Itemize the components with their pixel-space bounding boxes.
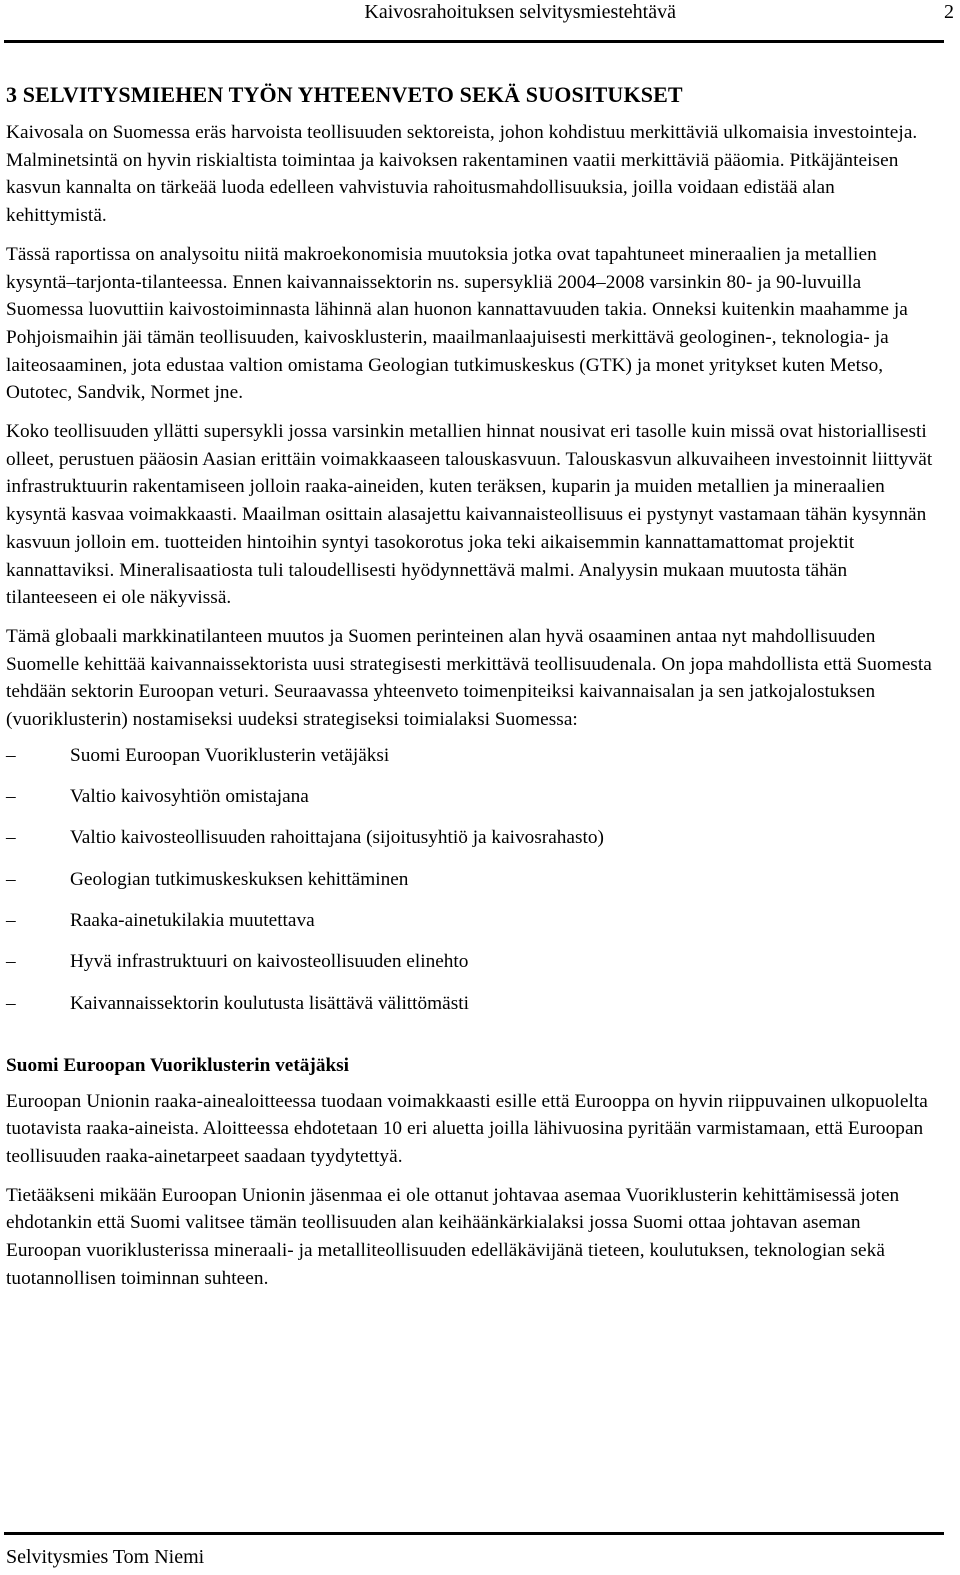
page-number: 2: [944, 1, 954, 23]
paragraph: Tämä globaali markkinatilanteen muutos ja Suomen perinteinen alan hyvä osaaminen antaa nyt mahdollisuuden Suomelle kehittää kaivannaissektorista uusi strategisesti merkittävä teollisuudenala. On jopa mahdollista että Suomesta tehdään sektorin Euroopan veturi. Seuraavassa yhteenveto toimenpiteiksi kaivannaisalan ja sen jatkojalostuksen (vuoriklusterin) nostamiseksi uudeksi strategiseksi toimialaksi Suomessa:: [6, 625, 932, 731]
list-item-text: Geologian tutkimuskeskuksen kehittäminen: [70, 868, 409, 890]
dash-bullet: –: [6, 909, 16, 931]
list-item-text: Valtio kaivosteollisuuden rahoittajana (sijoitusyhtiö ja kaivosrahasto): [70, 827, 604, 849]
footer-divider: [4, 1532, 944, 1535]
list-item: [6, 866, 940, 894]
footer-author: Selvitysmies Tom Niemi: [6, 1546, 205, 1568]
list-item-text: Raaka-ainetukilakia muutettava: [70, 909, 315, 931]
list-item-text: Hyvä infrastruktuuri on kaivosteollisuuden elinehto: [70, 951, 469, 973]
list-item: [6, 824, 940, 852]
list-item-text: Valtio kaivosyhtiön omistajana: [70, 786, 309, 808]
dash-bullet: –: [6, 992, 16, 1014]
paragraph: Kaivosala on Suomessa eräs harvoista teollisuuden sektoreista, johon kohdistuu merkittäviä ulkomaisia investointeja. Malminetsintä on hyvin riskialtista toimintaa ja kaivoksen rakentaminen vaatii merkittäviä pääomia. Pitkäjänteisen kasvun kannalta on tärkeää luoda edelleen vahvistuvia rahoitusmahdollisuuksia, joilla voidaan edistää alan kehittymistä.: [6, 122, 918, 227]
paragraph: Euroopan Unionin raaka-ainealoitteessa tuodaan voimakkaasti esille että Eurooppa on hyvin riippuvainen ulkopuolelta tuotavista raaka-aineista. Aloitteessa ehdotetaan 10 eri aluetta joilla lähivuosina pyritään varmistamaan, että Euroopan teollisuuden raaka-ainetarpeet saadaan tyydytettyä.: [6, 1090, 928, 1167]
header-divider: [4, 40, 944, 43]
list-item: [6, 990, 940, 1018]
recommendation-list: [6, 742, 940, 1018]
dash-bullet: –: [6, 744, 16, 766]
document-title: Kaivosrahoituksen selvitysmiestehtävä: [364, 1, 676, 23]
dash-bullet: –: [6, 868, 16, 890]
paragraph: Koko teollisuuden yllätti supersykli jossa varsinkin metallien hinnat nousivat eri tasolle kuin missä ovat historiallisesti olleet, perustuen pääosin Aasian erittäin voimakkaaseen talouskasvuun. Talouskasvun alkuvaiheen investoinnit liittyvät infrastruktuurin rakentamiseen jolloin raaka-aineiden, kuten teräksen, kuparin ja muiden metallien ja mineraalien kysyntä kasvaa voimakkaasti. Maailman osittain alasajettu kaivannaisteollisuus ei pystynyt vastamaan tähän kysynnän kasvuun jolloin em. tuotteiden hintoihin syntyi tasokorotus joka teki aikaisemmin kannattamattomat projektit kannattaviksi. Mineralisaatiosta tuli taloudellisesti hyödynnettävä malmi. Analyysin mukaan muutosta tähän tilanteeseen ei ole näkyvissä.: [6, 421, 933, 609]
list-item: [6, 907, 940, 935]
list-item: [6, 783, 940, 811]
paragraph: Tässä raportissa on analysoitu niitä makroekonomisia muutoksia jotka ovat tapahtuneet mineraalien ja metallien kysyntä–tarjonta-tilanteessa. Ennen kaivannaissektorin ns. supersykliä 2004–2008 varsinkin 80- ja 90-luvuilla Suomessa luovuttiin kaivostoiminnasta lähinnä alan huonon kannattavuuden takia. Onneksi kuitenkin maahamme ja Pohjoismaihin jäi tämän teollisuuden, kaivosklusterin, maailmanlaajuisesti merkittävä geologinen-, teknologia- ja laiteosaaminen, jota edustaa valtion omistama Geologian tutkimuskeskus (GTK) ja monet yritykset kuten Metso, Outotec, Sandvik, Normet jne.: [6, 243, 908, 404]
dash-bullet: –: [6, 951, 16, 973]
list-item-text: Suomi Euroopan Vuoriklusterin vetäjäksi: [70, 744, 390, 766]
dash-bullet: –: [6, 827, 16, 849]
list-item: [6, 742, 940, 770]
paragraph: Tietääkseni mikään Euroopan Unionin jäsenmaa ei ole ottanut johtavaa asemaa Vuoriklusterin kehittämisessä joten ehdotankin että Suomi valitsee tämän teollisuuden alan keihäänkärkialaksi jossa Suomi ottaa johtavan aseman Euroopan vuoriklusterissa mineraali- ja metalliteollisuuden edelläkävijänä tieteen, koulutuksen, teknologian sekä tuotannollisen toiminnan suhteen.: [6, 1184, 900, 1289]
page-body: [6, 80, 940, 1303]
running-header: [0, 0, 960, 26]
list-item: [6, 948, 940, 976]
section-heading: 3 SELVITYSMIEHEN TYÖN YHTEENVETO SEKÄ SUOSITUKSET: [6, 82, 683, 107]
subsection-heading: Suomi Euroopan Vuoriklusterin vetäjäksi: [6, 1054, 350, 1076]
dash-bullet: –: [6, 786, 16, 808]
list-item-text: Kaivannaissektorin koulutusta lisättävä välittömästi: [70, 992, 469, 1014]
